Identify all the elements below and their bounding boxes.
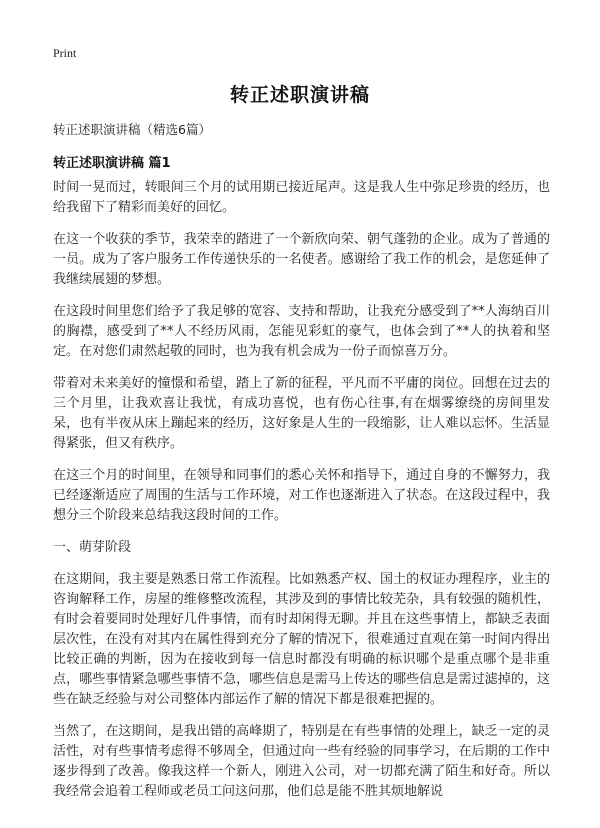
section-heading: 转正述职演讲稿 篇1 (53, 156, 171, 171)
paragraph: 带着对未来美好的憧憬和希望，踏上了新的征程，平凡而不平庸的岗位。回想在过去的三个月里，让我欢喜让我忧，有成功喜悦，也有伤心往事,有在烟雾缭绕的房间里发呆，也有半夜从床上蹦起来的经历，这好象是人生的一段缩影，让人难以忘怀。生活显得紧张，但又有秩序。 (53, 376, 550, 451)
paragraph: 在这期间，我主要是熟悉日常工作流程。比如熟悉产权、国土的权证办理程序，业主的咨询解释工作，房屋的维修整改流程，其涉及到的事情比较芜杂，具有较强的随机性，有时会着要同时处理好几件事情，而有时却闲得无聊。并且在这些事情上，都缺乏表面层次性，在没有对其内在属性得到充分了解的情况下，很难通过直观在第一时间内得出比较正确的判断，因为在接收到每一信息时都没有明确的标识哪个是重点哪个是非重点，哪些事情紧急哪些事情不急，哪些信息是需马上传达的哪些信息是需过滤掉的，这些在缺乏经验与对公司整体内部运作了解的情况下都是很难把握的。 (53, 572, 550, 707)
document-subtitle: 转正述职演讲稿（精选6篇） (53, 122, 211, 137)
paragraph: 在这一个收获的季节，我荣幸的踏进了一个新欣向荣、朝气蓬勃的企业。成为了普通的一员。成为了客户服务工作传递快乐的一名使者。感谢给了我工作的机会，是您延伸了我继续展翅的梦想。 (53, 232, 550, 287)
page-title: 转正述职演讲稿 (229, 84, 370, 106)
paragraph: 时间一晃而过，转眼间三个月的试用期已接近尾声。这是我人生中弥足珍贵的经历，也给我留下了精彩而美好的回忆。 (53, 180, 550, 215)
paragraph: 在这三个月的时间里，在领导和同事们的悉心关怀和指导下，通过自身的不懈努力，我已经逐渐适应了周围的生活与工作环境，对工作也逐渐进入了状态。在这段过程中，我想分三个阶段来总结我这段时间的工作。 (53, 468, 550, 523)
article-body (53, 178, 550, 814)
print-link[interactable]: Print (53, 46, 77, 60)
paragraph: 在这段时间里您们给予了我足够的宽容、支持和帮助，让我充分感受到了**人海纳百川的胸襟，感受到了**人不经历风雨，怎能见彩虹的豪气，也体会到了**人的执着和坚定。在对您们肃然起敬的同时，也为我有机会成为一份子而惊喜万分。 (53, 304, 550, 359)
paragraph: 当然了，在这期间，是我出错的高峰期了，特别是在有些事情的处理上，缺乏一定的灵活性，对有些事情考虑得不够周全，但通过向一些有经验的同事学习，在后期的工作中逐步得到了改善。像我这样一个新人，刚进入公司，对一切都充满了陌生和好奇。所以我经常会追着工程师或老员工问这问那，他们总是能不胜其烦地解说 (53, 724, 550, 799)
stage-heading: 一、萌芽阶段 (53, 540, 132, 555)
